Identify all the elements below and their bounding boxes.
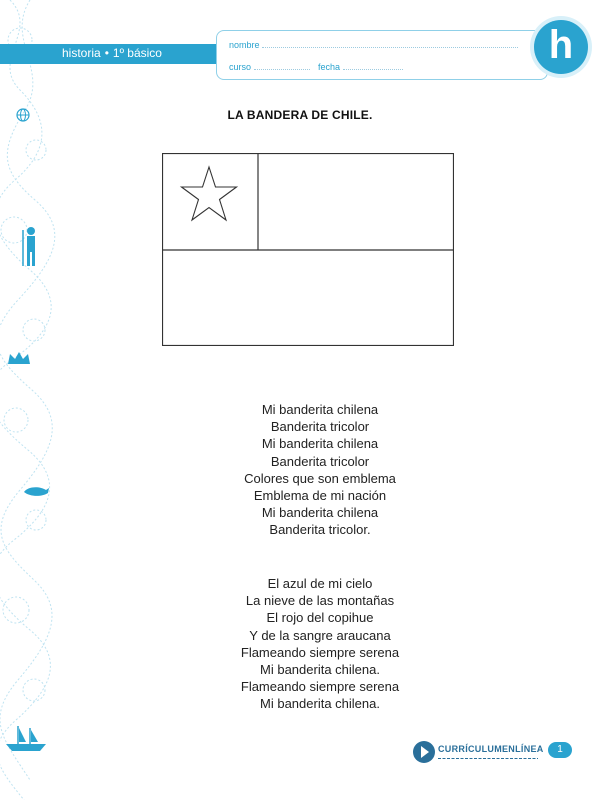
student-info-box <box>216 30 548 80</box>
ship-icon <box>4 724 48 752</box>
page-number: 1 <box>548 742 572 758</box>
name-label: nombre <box>229 40 260 50</box>
separator: • <box>104 46 109 60</box>
poem-line: Y de la sangre araucana <box>249 627 391 643</box>
name-row <box>229 39 518 50</box>
course-label: curso <box>229 62 252 72</box>
date-label: fecha <box>318 62 341 72</box>
poem-line: El azul de mi cielo <box>267 576 373 591</box>
poem-line: Colores que son emblema <box>244 470 396 486</box>
poem-line: Emblema de mi nación <box>253 488 387 504</box>
grade-label: 1º básico <box>112 46 162 60</box>
h-logo: h <box>534 20 588 74</box>
warrior-icon <box>20 226 42 268</box>
poem-stanza-2 <box>160 575 480 713</box>
poem-line: Mi banderita chilena <box>261 505 379 521</box>
page-title: LA BANDERA DE CHILE. <box>227 108 373 122</box>
poem-line: La nieve de las montañas <box>245 593 395 609</box>
poem-line: Flameando siempre serena <box>240 679 400 695</box>
curriculum-logo-icon <box>412 740 436 764</box>
poem-line: Mi banderita chilena <box>261 436 379 452</box>
crown-icon <box>6 350 32 366</box>
date-field[interactable] <box>343 61 403 70</box>
course-field[interactable] <box>254 61 310 70</box>
poem-line: Flameando siempre serena <box>240 644 400 660</box>
footer-brand: CURRÍCULUMENLÍNEA <box>438 744 544 754</box>
chile-flag-outline <box>162 153 454 346</box>
poem-line: Mi banderita chilena. <box>260 696 380 712</box>
animal-icon <box>22 484 50 498</box>
subject-grade <box>62 46 162 60</box>
poem-line: El rojo del copihue <box>266 610 374 626</box>
course-date-row <box>229 61 403 72</box>
poem-line: Mi banderita chilena <box>261 402 379 417</box>
footer-tagline-scribble <box>438 756 538 763</box>
name-field[interactable] <box>262 39 518 48</box>
poem-line: Banderita tricolor <box>270 419 370 435</box>
poem-line: Mi banderita chilena. <box>260 662 380 678</box>
poem-line: Banderita tricolor <box>270 453 370 469</box>
poem-line: Banderita tricolor. <box>269 522 371 538</box>
subject-label: historia <box>62 46 101 60</box>
poem-stanza-1 <box>160 401 480 539</box>
